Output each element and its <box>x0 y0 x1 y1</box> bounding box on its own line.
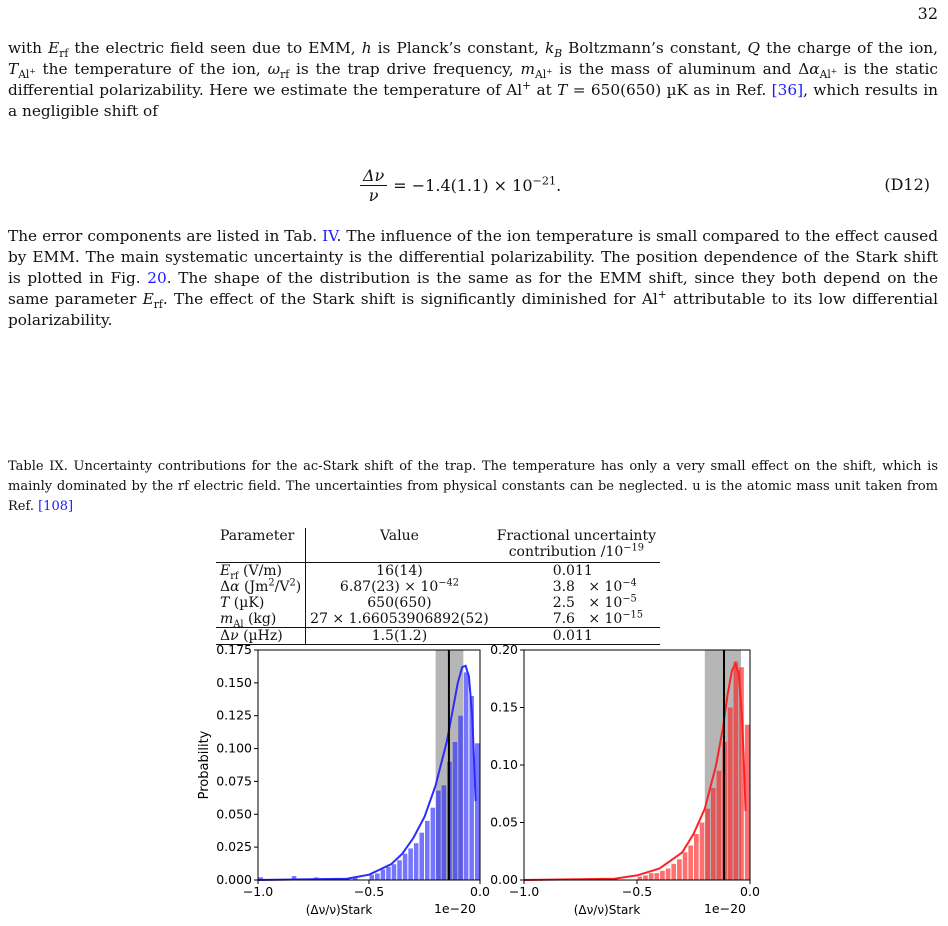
cell-value: 650(650) <box>367 595 432 611</box>
y-tick-label: 0.20 <box>490 642 518 657</box>
y-tick-label: 0.15 <box>490 699 518 715</box>
y-tick-label: 0.150 <box>216 674 252 690</box>
histogram-bar <box>408 848 413 880</box>
x-tick-label: −0.5 <box>353 884 385 899</box>
histogram-bar <box>425 821 430 880</box>
equation-denominator: ν <box>368 186 379 205</box>
histogram-bar <box>464 672 469 880</box>
histogram-figure-svg <box>0 630 948 920</box>
cell-fractional: 0.011 <box>493 563 660 580</box>
histogram-bar <box>671 864 676 880</box>
equation-fraction <box>360 166 387 205</box>
cell-parameter: Δν (µHz) <box>216 628 306 645</box>
histogram-bar <box>442 785 447 880</box>
x-offset-label: 1e−20 <box>703 901 746 916</box>
equation-body <box>360 166 561 205</box>
histogram-bar <box>375 873 380 880</box>
histogram-bar <box>475 743 480 880</box>
body-paragraph-2 <box>8 226 938 331</box>
y-tick-label: 0.075 <box>216 773 252 789</box>
y-tick-label: 0.175 <box>216 642 252 657</box>
table-row <box>216 611 660 628</box>
histogram-bar <box>403 854 408 880</box>
paragraph-1-text: with $E_{rf}$ the electric field seen due to EMM, h is Planck’s constant, $k_B$ Boltzmann’s constant, Q the charge of the ion, $T_{Al^+}$ the temperature of the ion, $\omega_{rf}$ is the trap drive frequency, $m_{Al^+}$ is the mass of aluminum and $\Delta\alpha_{Al^+}$ is the static differential polarizability. Here we estimate the temperature of Al+ at T = 650(650) µK as in Ref. [36], which results in a negligible shift of <box>8 39 939 120</box>
cell-parameter: T (µK) <box>216 595 306 611</box>
header-fractional: Fractional uncertainty contribution $/10^{-19}$ <box>496 528 656 560</box>
histogram-bar <box>419 833 424 880</box>
header-value: Value <box>379 528 419 544</box>
histogram-bar <box>711 788 716 880</box>
x-tick-label: 0.0 <box>740 884 760 899</box>
body-paragraph-1 <box>8 38 938 122</box>
histogram-bar <box>705 809 710 880</box>
histogram-bar <box>643 875 648 880</box>
table-caption: Table IX. Uncertainty contributions for the ac-Stark shift of the trap. The temperature has only a very small effect on the shift, which is mainly dominated by the rf electric field. The uncertainties from physical constants can be neglected. u is the atomic mass unit taken from Ref. [108] <box>8 459 938 514</box>
histogram-bar <box>397 860 402 880</box>
y-tick-label: 0.100 <box>216 740 252 756</box>
y-axis-label: Probability <box>197 730 212 800</box>
cell-value: 16(14) <box>306 563 493 580</box>
header-parameter: Parameter <box>216 528 306 563</box>
cell-fractional: $3.8 \times 10^{-4}$ <box>552 577 637 595</box>
histogram-bar <box>654 873 659 880</box>
x-tick-label: −1.0 <box>508 884 540 899</box>
equation-label: (D12) <box>884 175 930 194</box>
histogram-bar <box>694 834 699 880</box>
y-tick-label: 0.10 <box>490 757 518 772</box>
histogram-bar <box>649 873 654 880</box>
table-header-row <box>216 528 660 563</box>
cell-value: 27 × 1.66053906892(52) <box>310 611 489 627</box>
histogram-bar <box>453 742 458 880</box>
histogram-bar <box>734 662 739 881</box>
cell-parameter: Δα $(Jm^2/V^2)$ <box>216 579 306 595</box>
x-axis-label: (Δν/ν)Stark <box>305 903 373 917</box>
paragraph-2-text: The error components are listed in Tab. IV. The influence of the ion temperature is small compared to the effect caused by EMM. The main systematic uncertainty is the differential polarizability. The position dependence of the Stark shift is plotted in Fig. 20. The shape of the distribution is the same as for the EMM shift, since they both depend on the same parameter $E_{rf}$. The effect of the Stark shift is significantly diminished for Al+ attributable to its low differential polarizability. <box>8 227 938 329</box>
y-tick-label: 0.025 <box>216 839 252 855</box>
histogram-bar <box>683 852 688 880</box>
histogram-bar <box>386 867 391 880</box>
histogram-bar <box>431 808 436 880</box>
y-tick-label: 0.05 <box>490 814 518 830</box>
histogram-bar <box>677 859 682 880</box>
cell-fractional: $2.5 \times 10^{-5}$ <box>552 593 637 611</box>
page-number: 32 <box>917 4 938 23</box>
histogram-bar <box>381 869 386 880</box>
stark-shift-figure <box>0 630 948 924</box>
cell-parameter: $m_{Al}$ (kg) <box>216 611 306 628</box>
y-tick-label: 0.125 <box>216 707 252 723</box>
cell-fractional: 0.011 <box>493 628 660 645</box>
x-tick-label: 0.0 <box>470 884 490 899</box>
histogram-bar <box>638 877 643 880</box>
histogram-bar <box>414 843 419 880</box>
y-tick-label: 0.050 <box>216 806 252 822</box>
histogram-bar <box>666 869 671 881</box>
histogram-bar <box>688 846 693 881</box>
uncertainty-table <box>216 528 660 645</box>
table-row <box>216 579 660 595</box>
histogram-bar <box>436 791 441 880</box>
x-tick-label: −1.0 <box>242 884 274 899</box>
cell-fractional: $7.6 \times 10^{-15}$ <box>552 609 644 627</box>
histogram-bar <box>700 823 705 881</box>
histogram-bar <box>728 708 733 881</box>
x-tick-label: −0.5 <box>621 884 653 899</box>
equation-d12 <box>0 160 940 210</box>
cell-parameter: $E_{rf}$ (V/m) <box>216 563 306 580</box>
histogram-bar <box>392 864 397 880</box>
cell-value: $6.87(23) \times 10^{-42}$ <box>339 577 459 595</box>
histogram-bar <box>370 875 375 880</box>
cell-value: 1.5(1.2) <box>306 628 493 645</box>
y-tick-label: 0.00 <box>490 872 518 887</box>
equation-numerator: Δν <box>360 166 387 186</box>
histogram-bar <box>660 871 665 880</box>
equation-rhs: = $-1.4(1.1) \times 10^{-21}$. <box>393 174 562 195</box>
histogram-bar <box>458 716 463 880</box>
x-offset-label: 1e−20 <box>433 901 476 916</box>
x-axis-label: (Δν/ν)Stark <box>573 903 641 917</box>
histogram-bar <box>717 771 722 880</box>
y-tick-label: 0.000 <box>216 872 252 887</box>
table-row <box>216 595 660 611</box>
